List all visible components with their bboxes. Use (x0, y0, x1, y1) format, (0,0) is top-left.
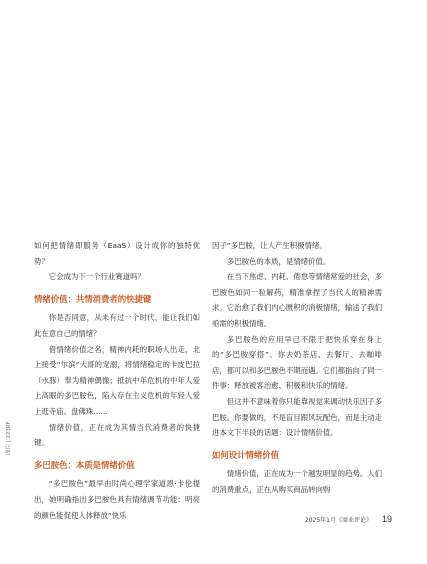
paragraph: 借情绪价值之名，精神内耗的职场人出走，北上接受“尔滨”大哥的宠溺，将情绪稳定的卡皮巴拉（水豚）奉为精神偶像；抵抗中年危机的中年人爱上高眼的多巴胺色，陷入存在主义危机的年轻人爱上逛寺庙、盘佛珠…… (34, 344, 200, 416)
paragraph: 因子”多巴胺，让人产生积极情绪。 (212, 241, 327, 250)
paragraph: 在当下焦虑、内耗、倦怠等情绪常爱的社会，多巴胺色如同一粒解药，精准拿捏了当代人的精神需求。它治愈了我们内心匮积的消极情绪，输送了我们亟需的积极情绪。 (212, 272, 383, 328)
left-column (34, 238, 200, 523)
paragraph: 多巴胺色的应用早已不限于把快乐穿在身上的“多巴胺穿搭”。你去奶茶店、去餐厅、去咖啡店，都可以和多巴胺色不期而遇。它们都指向了同一件事：释放被客治愈、积极和快乐的情绪。 (212, 334, 382, 391)
paragraph: “多巴胺色”最早由时尚心理学家道恩·卡伦提出，她明确指出多巴胺色具有情绪调节功能：明亮的颜色能促使人体释放“快乐 (34, 479, 200, 520)
paragraph: 情绪价值，正在成为一个越发明显的趋势。人们的消费重点，正在从购买商品转向购 (212, 469, 383, 494)
paragraph: 情绪价值，正在成为其情当代消费者的快捷键。 (34, 422, 200, 448)
paragraph: 你是否同意，从未有过一个时代，能让我们如此在意自己的情绪？ (34, 313, 200, 338)
paragraph: 它会成为下一个行业赛道吗？ (48, 272, 145, 282)
photo-credit: 图片 | 123RF (6, 421, 12, 455)
paragraph: 如何把情绪即服务（EaaS）设计成你的独特优势？ (34, 241, 200, 266)
footer-issue-label: 2025年1月《商业评论》 (304, 517, 372, 524)
section-heading: 多巴胺色：本质是情绪价值 (34, 459, 135, 470)
right-column (212, 238, 382, 498)
paragraph: 但这并不意味着你只能靠视觉来调动快乐因子多巴胺。你要做的，不是盲目跟风玩配色，而是主动走进本文下半段的话题：设计情绪价值。 (212, 396, 383, 438)
page-footer (262, 514, 392, 524)
section-heading: 如何设计情绪价值 (212, 449, 279, 460)
paragraph: 多巴胺色的本质，是情绪价值。 (226, 256, 331, 266)
section-heading: 情绪价值：共情消费者的快捷键 (34, 293, 152, 304)
page-number: 19 (381, 514, 392, 524)
